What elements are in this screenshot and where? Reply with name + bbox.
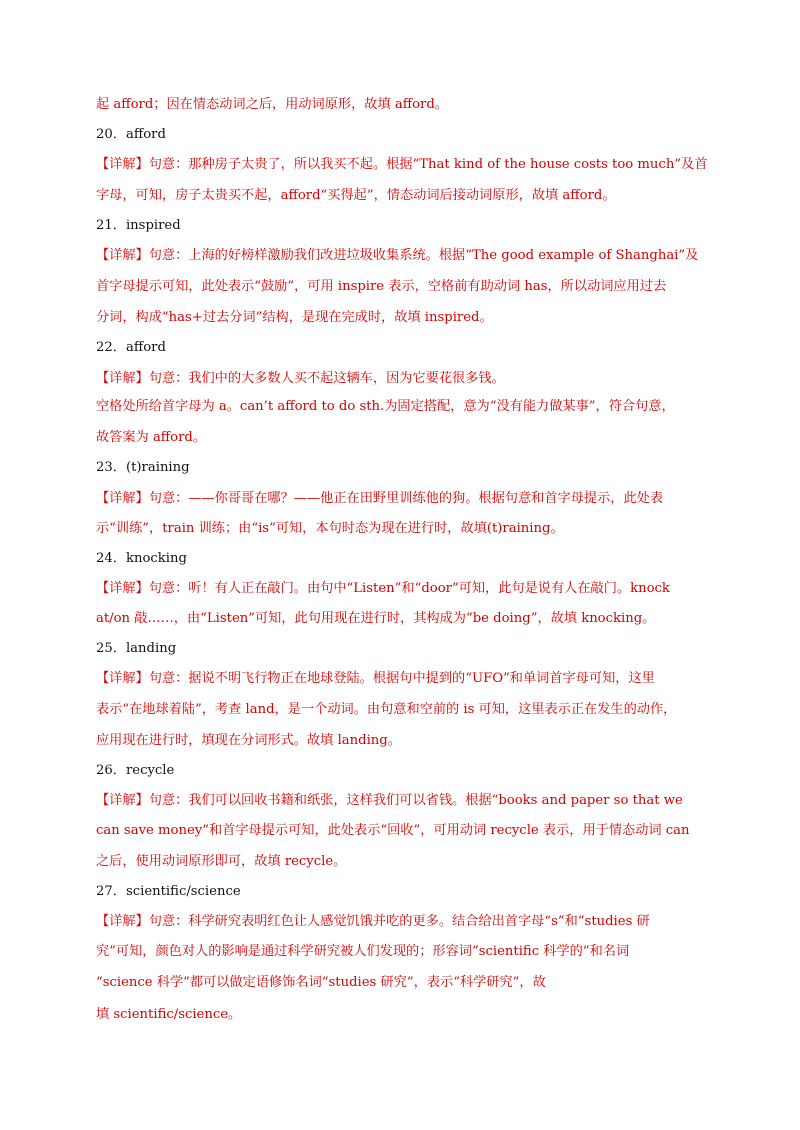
answer-27: 27．scientific/science (96, 884, 241, 899)
explanation-line: 【详解】句意：上海的好榜样激励我们改进垃圾收集系统。根据“The good example of Shanghai”及 (96, 248, 699, 263)
explanation-line: 表示“在地球着陆”，考查 land，是一个动词。由句意和空前的 is 可知，这里表示正在发生的动作， (96, 702, 677, 717)
answer-22: 22．afford (96, 340, 166, 355)
explanation-line: 应用现在进行时，填现在分词形式。故填 landing。 (96, 733, 401, 748)
explanation-line: 字母，可知，房子太贵买不起，afford“买得起”，情态动词后接动词原形，故填 afford。 (96, 188, 616, 203)
explanation-line: 分词，构成“has+过去分词”结构，是现在完成时，故填 inspired。 (96, 310, 493, 325)
explanation-line: 【详解】句意：那种房子太贵了，所以我买不起。根据“That kind of the house costs too much”及首 (96, 157, 708, 172)
answer-21: 21．inspired (96, 218, 181, 233)
explanation-line: 首字母提示可知，此处表示“鼓励”，可用 inspire 表示，空格前有助动词 has，所以动词应用过去 (96, 279, 667, 294)
explanation-line: 示“训练”，train 训练；由“is”可知，本句时态为现在进行时，故填(t)raining。 (96, 521, 564, 536)
explanation-line: 【详解】句意：据说不明飞行物正在地球登陆。根据句中提到的“UFO”和单词首字母可知，这里 (96, 671, 655, 686)
explanation-line: 空格处所给首字母为 a。can’t afford to do sth.为固定搭配，意为“没有能力做某事”，符合句意， (96, 399, 675, 414)
explanation-line: 【详解】句意：科学研究表明红色让人感觉饥饿并吃的更多。结合给出首字母“s”和“studies 研 (96, 914, 650, 929)
explanation-line: 故答案为 afford。 (96, 430, 207, 445)
explanation-line: 起 afford；因在情态动词之后，用动词原形，故填 afford。 (96, 97, 448, 112)
explanation-line: at/on 敲……，由“Listen”可知，此句用现在进行时，其构成为“be doing”，故填 knocking。 (96, 611, 656, 626)
explanation-line: 【详解】句意：我们可以回收书籍和纸张，这样我们可以省钱。根据“books and paper so that we (96, 793, 683, 808)
answer-24: 24．knocking (96, 551, 187, 566)
explanation-line: “science 科学”都可以做定语修饰名词“studies 研究”，表示“科学研究”，故 (96, 975, 546, 990)
explanation-line: 究”可知，颜色对人的影响是通过科学研究被人们发现的；形容词“scientific 科学的”和名词 (96, 944, 630, 959)
explanation-line: 【详解】句意：我们中的大多数人买不起这辆车，因为它要花很多钱。 (96, 371, 505, 386)
answer-23: 23．(t)raining (96, 460, 190, 475)
explanation-line: 【详解】句意：——你哥哥在哪？——他正在田野里训练他的狗。根据句意和首字母提示，此处表 (96, 491, 664, 506)
explanation-line: 【详解】句意：听！有人正在敲门。由句中“Listen”和“door”可知，此句是说有人在敲门。knock (96, 581, 670, 596)
explanation-line: can save money”和首字母提示可知，此处表示“回收”，可用动词 recycle 表示，用于情态动词 can (96, 823, 690, 838)
explanation-line: 填 scientific/science。 (96, 1007, 242, 1022)
answer-20: 20．afford (96, 127, 166, 142)
answer-25: 25．landing (96, 641, 177, 656)
explanation-line: 之后，使用动词原形即可，故填 recycle。 (96, 854, 347, 869)
answer-26: 26．recycle (96, 763, 175, 778)
